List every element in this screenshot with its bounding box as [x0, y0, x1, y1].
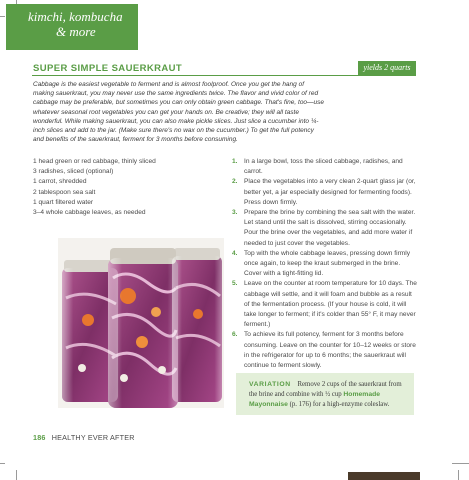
section-tab-line2: & more: [56, 24, 96, 39]
sauerkraut-jars-photo: [58, 238, 224, 408]
recipe-title: SUPER SIMPLE SAUERKRAUT: [33, 63, 183, 74]
instruction-step: [232, 279, 417, 330]
ingredient-item: 2 tablespoon sea salt: [33, 188, 96, 196]
ingredient-item: 3 radishes, sliced (optional): [33, 168, 114, 176]
instruction-step: [232, 177, 417, 208]
variation-text-end: (p. 176) for a high-enzyme coleslaw.: [289, 401, 390, 408]
mayonnaise-recipe-link[interactable]: Homemade Mayonnaise: [249, 391, 381, 408]
variation-box: [236, 373, 414, 415]
variation-label: VARIATION: [249, 381, 291, 388]
instruction-step: [232, 330, 417, 371]
ingredient-item: 1 head green or red cabbage, thinly sliced: [33, 158, 156, 165]
crop-mark: [16, 470, 17, 480]
ingredient-list: [33, 157, 203, 218]
book-title: HEALTHY EVER AFTER: [51, 433, 135, 442]
crop-mark: [0, 16, 5, 17]
ingredient-item: 1 carrot, shredded: [33, 178, 87, 186]
instruction-step: [232, 208, 417, 249]
step-text: Place the vegetables into a very clean 2-quart glass jar (or, better yet, a jar especially designed for fermenting foods). Press down firmly.: [244, 178, 416, 206]
step-text: Top with the whole cabbage leaves, pressing down firmly once again, to keep the kraut submerged in the brine. Cover with a tight-fitting lid.: [244, 249, 411, 278]
crop-mark: [458, 470, 459, 480]
instruction-list: [232, 157, 417, 371]
step-number: 2.: [232, 178, 238, 186]
step-text: In a large bowl, toss the sliced cabbage, radishes, and carrot.: [244, 158, 403, 176]
page-number: 186: [33, 433, 46, 442]
step-number: 6.: [232, 331, 238, 339]
adjacent-page-photo-strip: [348, 472, 420, 480]
variation-text: Remove 2 cups of the sauerkraut from the brine and combine with ½ cup: [249, 381, 402, 398]
crop-mark: [0, 463, 5, 464]
recipe-intro: Cabbage is the easiest vegetable to ferment and is almost foolproof. Once you get the hang of making sauerkraut, you may never use the same ingredients twice. The flavor and vivid color of red cabbage may be preferable, but sometimes you can only obtain green cabbage. That's fine, too—use whatever seasonal root vegetables you can get your hands on. Be creative; they will all taste wonderful. While making sauerkraut, you can also make pickle slices. Just slice a cucumber into ¼-inch slices and add to the jar. (Make sure there's no wax on the cucumber.) To get the full potency and benefits of the sauerkraut, ferment for 3 months before consuming.: [33, 81, 325, 144]
crop-mark: [452, 463, 469, 464]
instruction-step: [232, 157, 417, 177]
instruction-step: [232, 249, 417, 280]
step-text: Leave on the counter at room temperature for 10 days. The cabbage will settle, and it will foam and bubble as a result of the fermentation process. (If your house is cold, it will take longer to ferment; if it's colder than 55° F, it may never ferment.): [244, 280, 417, 329]
step-text: To achieve its full potency, ferment for 3 months before consuming. Leave on the counter for 10–12 weeks or store in the refrigerator for up to 6 months; the sauerkraut will continue to ferment slowly.: [244, 331, 416, 370]
section-tab-line1: kimchi, kombucha: [28, 9, 123, 24]
page-footer: [33, 433, 135, 442]
yield-badge: yields 2 quarts: [358, 61, 416, 75]
step-number: 4.: [232, 249, 238, 257]
step-number: 1.: [232, 158, 238, 165]
ingredient-item: 3–4 whole cabbage leaves, as needed: [33, 209, 146, 217]
ingredient-item: 1 quart filtered water: [33, 198, 94, 206]
section-tab: [6, 4, 138, 50]
step-text: Prepare the brine by combining the sea salt with the water. Let stand until the salt is dissolved, stirring occasionally. Pour the brine over the vegetables, and add more water if needed to just cover the vegetables.: [244, 209, 416, 247]
title-rule: [32, 75, 416, 76]
step-number: 3.: [232, 209, 238, 217]
step-number: 5.: [232, 280, 238, 288]
